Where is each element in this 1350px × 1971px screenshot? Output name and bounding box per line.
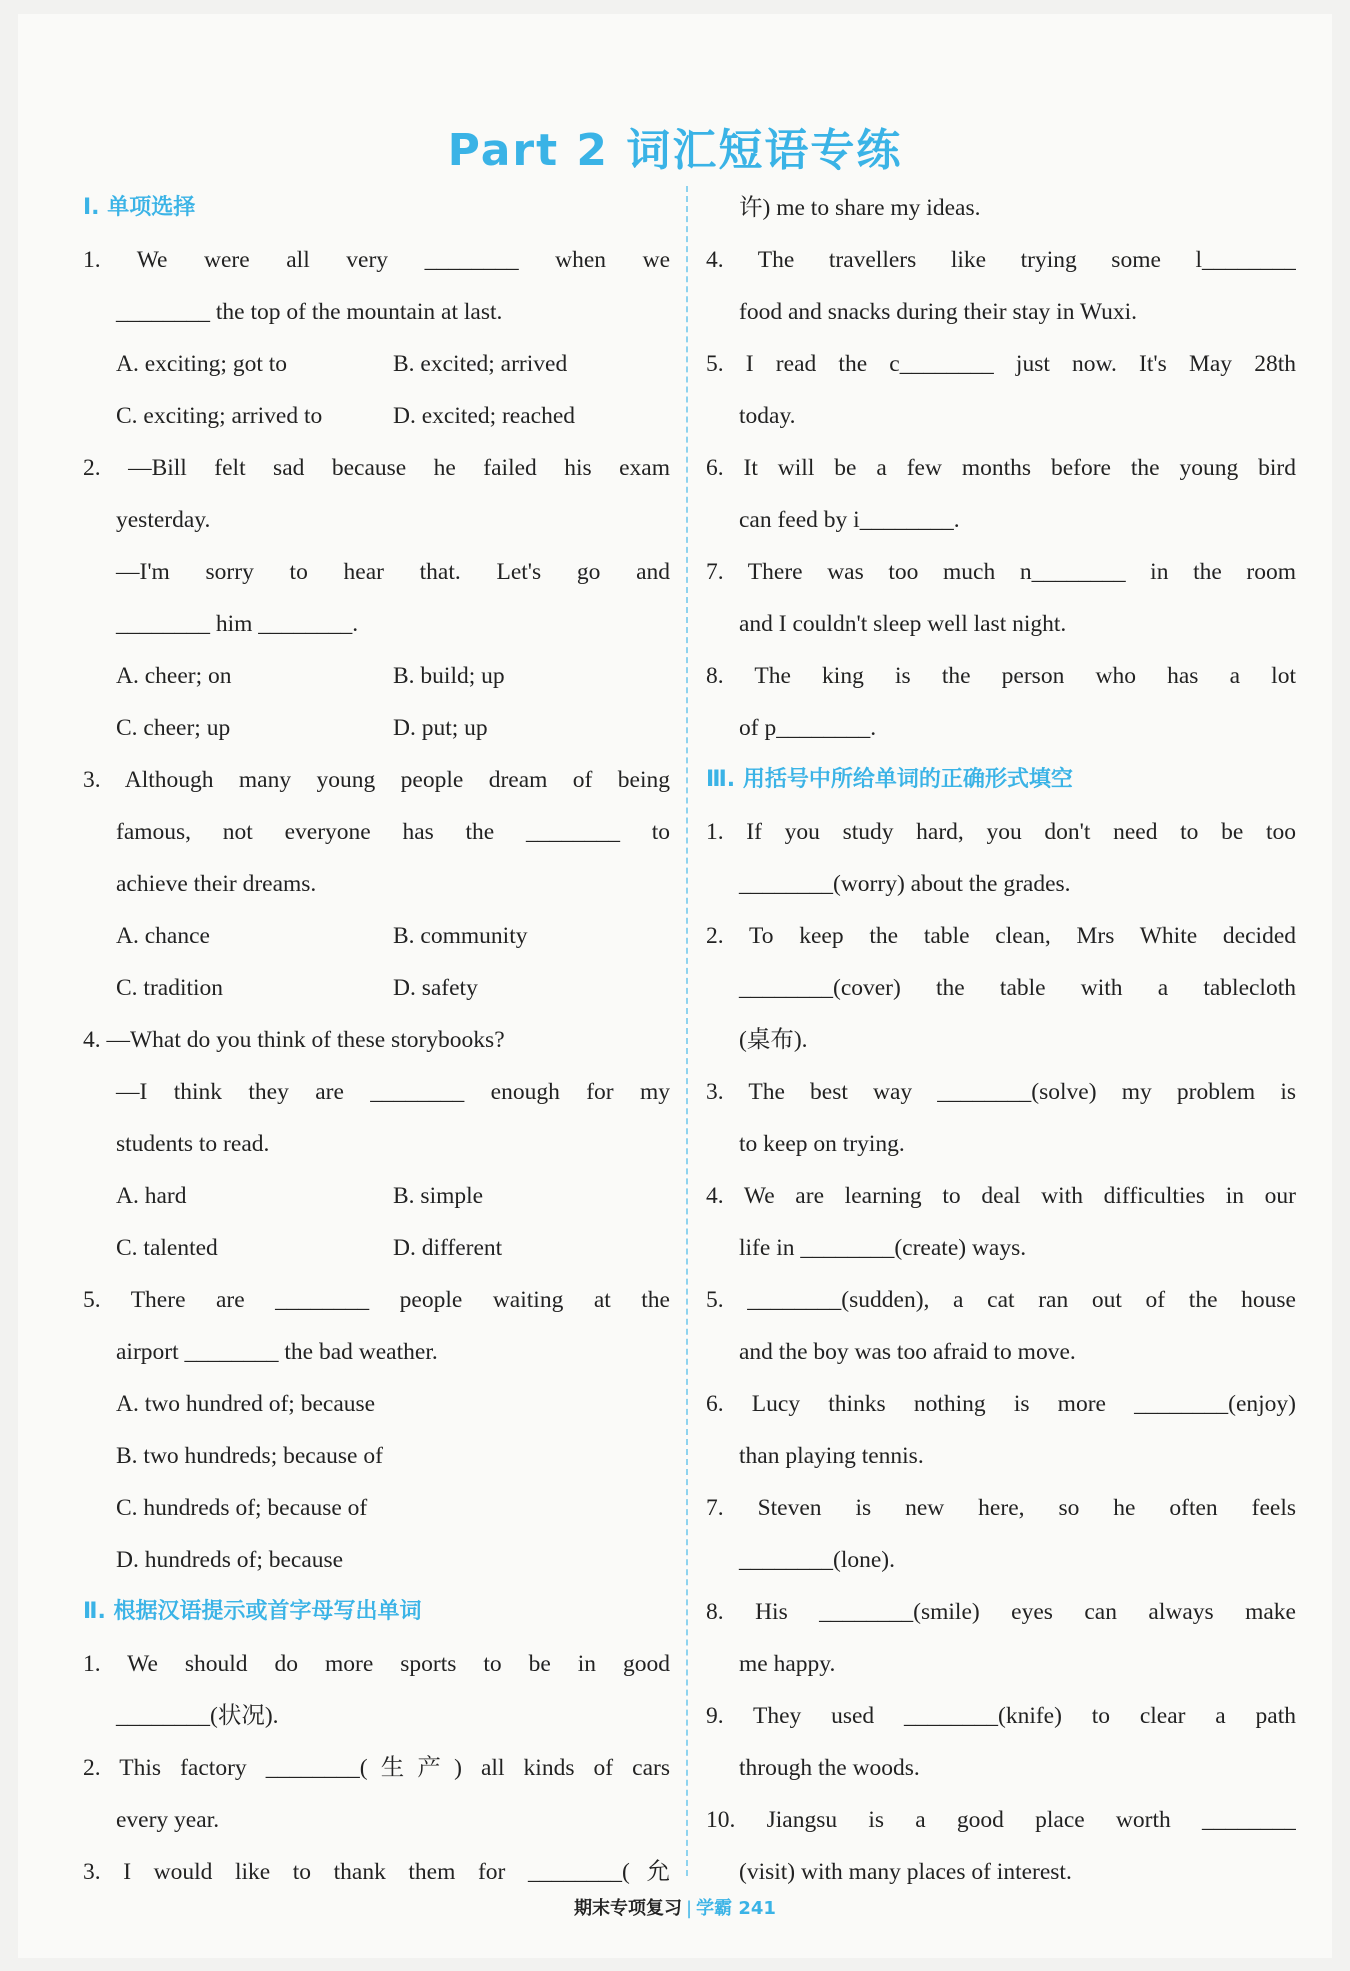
question-line: food and snacks during their stay in Wuxi.: [739, 299, 1138, 325]
question-line: famous, not everyone has the ________ to: [116, 819, 670, 845]
question-line: ________(lone).: [739, 1547, 895, 1573]
section-heading: Ⅱ. 根据汉语提示或首字母写出单词: [83, 1599, 422, 1624]
question-line: C. hundreds of; because of: [116, 1495, 368, 1521]
question-line: every year.: [116, 1807, 220, 1833]
question-line: 5. ________(sudden), a cat ran out of the house: [706, 1287, 1296, 1313]
question-line: 4. The travellers like trying some l________: [706, 247, 1296, 273]
question-line: and the boy was too afraid to move.: [739, 1339, 1076, 1365]
question-line: today.: [739, 403, 796, 429]
column-divider: [686, 186, 688, 1876]
question-line: 许) me to share my ideas.: [739, 195, 981, 221]
question-line: 5. I read the c________ just now. It's May 28th: [706, 351, 1296, 377]
answer-options: [83, 650, 670, 702]
question-line: can feed by i________.: [739, 507, 960, 533]
answer-option: D. safety: [393, 975, 478, 1001]
question-line: B. two hundreds; because of: [116, 1443, 383, 1469]
answer-option: B. simple: [393, 1183, 484, 1209]
section-heading: Ⅲ. 用括号中所给单词的正确形式填空: [706, 767, 1073, 792]
question-line: 1. If you study hard, you don't need to be too: [706, 819, 1296, 845]
footer-section-label: 期末专项复习: [574, 1898, 683, 1919]
answer-options: [83, 1170, 670, 1222]
question-line: —I'm sorry to hear that. Let's go and: [116, 559, 670, 585]
answer-option: B. excited; arrived: [393, 351, 568, 377]
question-line: me happy.: [739, 1651, 836, 1677]
question-line: 1. We should do more sports to be in good: [83, 1651, 670, 1677]
answer-option: C. cheer; up: [116, 715, 231, 741]
answer-option: C. exciting; arrived to: [116, 403, 323, 429]
question-line: (visit) with many places of interest.: [739, 1859, 1072, 1885]
question-line: 6. Lucy thinks nothing is more ________(enjoy): [706, 1391, 1296, 1417]
answer-option: C. tradition: [116, 975, 224, 1001]
question-line: ________(cover) the table with a tablecloth: [739, 975, 1296, 1001]
footer-page-number: 学霸 241: [696, 1898, 776, 1919]
question-line: and I couldn't sleep well last night.: [739, 611, 1067, 637]
question-line: 3. The best way ________(solve) my problem is: [706, 1079, 1296, 1105]
answer-option: D. different: [393, 1235, 503, 1261]
question-line: 3. Although many young people dream of being: [83, 767, 670, 793]
answer-option: B. community: [393, 923, 528, 949]
question-line: 2. This factory ________(生产) all kinds of cars: [83, 1755, 670, 1781]
question-line: through the woods.: [739, 1755, 920, 1781]
question-line: achieve their dreams.: [116, 871, 317, 897]
question-line: life in ________(create) ways.: [739, 1235, 1027, 1261]
question-line: of p________.: [739, 715, 877, 741]
question-line: A. two hundred of; because: [116, 1391, 376, 1417]
question-line: 4. —What do you think of these storybooks?: [83, 1027, 505, 1053]
question-line: (桌布).: [739, 1027, 808, 1053]
question-line: 6. It will be a few months before the young bird: [706, 455, 1296, 481]
footer-separator: |: [686, 1898, 693, 1919]
question-line: 2. —Bill felt sad because he failed his exam: [83, 455, 670, 481]
question-line: ________(worry) about the grades.: [739, 871, 1071, 897]
answer-option: A. cheer; on: [116, 663, 232, 689]
question-line: 3. I would like to thank them for ________(允: [83, 1859, 670, 1885]
answer-option: C. talented: [116, 1235, 218, 1261]
question-line: 7. Steven is new here, so he often feels: [706, 1495, 1296, 1521]
question-line: ________ him ________.: [116, 611, 359, 637]
worksheet-page: [18, 14, 1332, 1958]
question-line: airport ________ the bad weather.: [116, 1339, 438, 1365]
question-line: 1. We were all very ________ when we: [83, 247, 670, 273]
question-line: 5. There are ________ people waiting at the: [83, 1287, 670, 1313]
question-line: ________ the top of the mountain at last.: [116, 299, 503, 325]
page-title: Part 2 词汇短语专练: [447, 125, 903, 176]
right-column: [706, 182, 1296, 1898]
answer-option: A. hard: [116, 1183, 187, 1209]
answer-options: [83, 962, 670, 1014]
question-line: 10. Jiangsu is a good place worth ________: [706, 1807, 1296, 1833]
question-line: than playing tennis.: [739, 1443, 924, 1469]
answer-options: [83, 390, 670, 442]
question-line: 9. They used ________(knife) to clear a path: [706, 1703, 1296, 1729]
question-line: 8. The king is the person who has a lot: [706, 663, 1296, 689]
question-line: D. hundreds of; because: [116, 1547, 344, 1573]
question-line: 8. His ________(smile) eyes can always make: [706, 1599, 1296, 1625]
question-line: 7. There was too much n________ in the room: [706, 559, 1296, 585]
answer-options: [83, 1222, 670, 1274]
page-footer: [18, 1894, 1332, 1920]
question-line: students to read.: [116, 1131, 270, 1157]
left-column: [83, 182, 670, 1898]
answer-option: D. put; up: [393, 715, 488, 741]
answer-option: A. chance: [116, 923, 210, 949]
answer-options: [83, 910, 670, 962]
question-line: to keep on trying.: [739, 1131, 905, 1157]
question-line: 2. To keep the table clean, Mrs White decided: [706, 923, 1296, 949]
section-heading: Ⅰ. 单项选择: [83, 195, 196, 220]
question-line: —I think they are ________ enough for my: [116, 1079, 670, 1105]
question-line: yesterday.: [116, 507, 211, 533]
question-line: ________(状况).: [116, 1703, 279, 1729]
question-line: 4. We are learning to deal with difficulties in our: [706, 1183, 1296, 1209]
answer-options: [83, 338, 670, 390]
answer-option: B. build; up: [393, 663, 505, 689]
answer-options: [83, 702, 670, 754]
answer-option: D. excited; reached: [393, 403, 576, 429]
answer-option: A. exciting; got to: [116, 351, 288, 377]
